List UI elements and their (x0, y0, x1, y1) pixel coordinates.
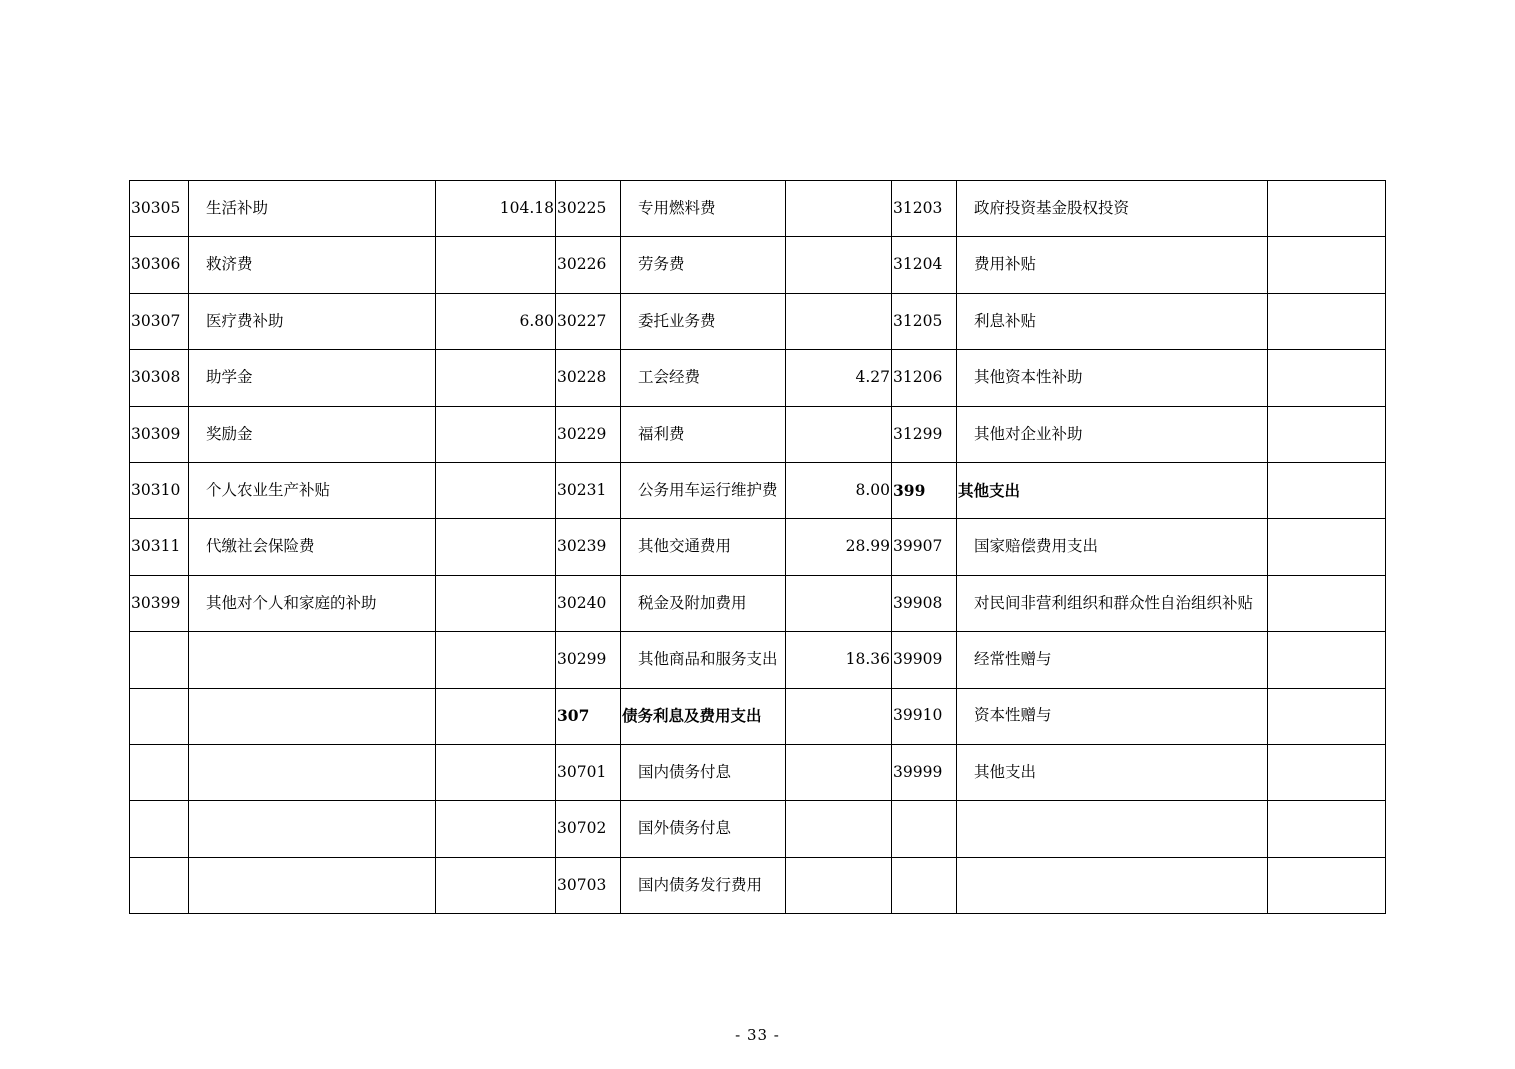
amount-cell (436, 350, 556, 406)
expense-code-cell: 30306 (130, 237, 189, 293)
expense-name-cell: 救济费 (189, 237, 436, 293)
expense-code-cell: 30309 (130, 406, 189, 462)
expense-name-cell: 其他对个人和家庭的补助 (189, 575, 436, 631)
table-row (130, 462, 1386, 518)
expense-code-cell: 39909 (892, 632, 957, 688)
amount-cell (436, 857, 556, 913)
amount-cell (436, 575, 556, 631)
amount-cell (786, 857, 892, 913)
amount-cell: 4.27 (786, 350, 892, 406)
amount-cell (1268, 293, 1386, 349)
table-row (130, 519, 1386, 575)
expense-code-cell: 30310 (130, 462, 189, 518)
expense-code-cell (130, 632, 189, 688)
amount-cell (1268, 406, 1386, 462)
expense-code-cell: 30703 (556, 857, 621, 913)
expense-name-cell (189, 688, 436, 744)
expense-code-cell: 31206 (892, 350, 957, 406)
expense-name-cell (189, 857, 436, 913)
expense-name-cell: 其他对企业补助 (957, 406, 1268, 462)
expense-code-cell (130, 801, 189, 857)
amount-cell (1268, 237, 1386, 293)
expense-code-cell: 30227 (556, 293, 621, 349)
amount-cell: 28.99 (786, 519, 892, 575)
expense-name-cell: 利息补贴 (957, 293, 1268, 349)
amount-cell (1268, 857, 1386, 913)
expense-code-cell: 31203 (892, 181, 957, 237)
expense-name-cell: 对民间非营利组织和群众性自治组织补贴 (957, 575, 1268, 631)
table-row (130, 237, 1386, 293)
amount-cell (1268, 575, 1386, 631)
amount-cell (786, 688, 892, 744)
amount-cell (1268, 744, 1386, 800)
table-row (130, 575, 1386, 631)
amount-cell (786, 237, 892, 293)
table-row (130, 744, 1386, 800)
expense-name-cell: 费用补贴 (957, 237, 1268, 293)
expense-code-cell: 30701 (556, 744, 621, 800)
expense-code-cell (130, 688, 189, 744)
amount-cell (436, 237, 556, 293)
expense-code-cell: 30305 (130, 181, 189, 237)
expense-name-cell: 公务用车运行维护费 (621, 462, 786, 518)
expense-name-cell: 专用燃料费 (621, 181, 786, 237)
table-row (130, 801, 1386, 857)
expense-name-cell: 国家赔偿费用支出 (957, 519, 1268, 575)
expense-code-cell: 30226 (556, 237, 621, 293)
expense-name-cell: 其他交通费用 (621, 519, 786, 575)
expense-code-cell (892, 801, 957, 857)
expense-code-cell: 39908 (892, 575, 957, 631)
table-row (130, 293, 1386, 349)
expense-name-cell (189, 744, 436, 800)
expense-name-cell: 债务利息及费用支出 (621, 688, 786, 744)
amount-cell (786, 801, 892, 857)
expense-name-cell: 国外债务付息 (621, 801, 786, 857)
amount-cell (1268, 519, 1386, 575)
expense-name-cell: 个人农业生产补贴 (189, 462, 436, 518)
amount-cell (436, 519, 556, 575)
expense-code-cell: 30225 (556, 181, 621, 237)
amount-cell (1268, 462, 1386, 518)
expense-name-cell: 其他商品和服务支出 (621, 632, 786, 688)
table-body (130, 181, 1386, 914)
amount-cell (786, 406, 892, 462)
expense-name-cell (189, 801, 436, 857)
expense-code-cell: 30299 (556, 632, 621, 688)
amount-cell (1268, 688, 1386, 744)
expense-code-cell: 31299 (892, 406, 957, 462)
amount-cell (786, 744, 892, 800)
expense-code-cell: 399 (892, 462, 957, 518)
amount-cell (1268, 181, 1386, 237)
amount-cell (436, 632, 556, 688)
expense-name-cell: 经常性赠与 (957, 632, 1268, 688)
amount-cell (1268, 350, 1386, 406)
expense-name-cell: 其他资本性补助 (957, 350, 1268, 406)
expense-code-cell: 30702 (556, 801, 621, 857)
expense-name-cell (957, 857, 1268, 913)
table-row (130, 406, 1386, 462)
budget-table (129, 180, 1386, 914)
expense-code-cell: 30231 (556, 462, 621, 518)
table-row (130, 857, 1386, 913)
expense-code-cell: 30399 (130, 575, 189, 631)
amount-cell (436, 462, 556, 518)
expense-name-cell: 国内债务发行费用 (621, 857, 786, 913)
expense-code-cell: 30308 (130, 350, 189, 406)
expense-name-cell: 生活补助 (189, 181, 436, 237)
expense-code-cell (892, 857, 957, 913)
amount-cell: 18.36 (786, 632, 892, 688)
expense-name-cell: 助学金 (189, 350, 436, 406)
expense-code-cell: 31205 (892, 293, 957, 349)
expense-code-cell (130, 744, 189, 800)
amount-cell (786, 575, 892, 631)
expense-code-cell: 39999 (892, 744, 957, 800)
expense-code-cell: 30239 (556, 519, 621, 575)
amount-cell (786, 293, 892, 349)
expense-name-cell: 政府投资基金股权投资 (957, 181, 1268, 237)
expense-name-cell: 代缴社会保险费 (189, 519, 436, 575)
expense-code-cell (130, 857, 189, 913)
table-row (130, 350, 1386, 406)
amount-cell (1268, 801, 1386, 857)
amount-cell (436, 801, 556, 857)
page-number: - 33 - (735, 1026, 780, 1044)
expense-code-cell: 307 (556, 688, 621, 744)
expense-name-cell: 医疗费补助 (189, 293, 436, 349)
amount-cell: 104.18 (436, 181, 556, 237)
expense-name-cell: 奖励金 (189, 406, 436, 462)
expense-code-cell: 30229 (556, 406, 621, 462)
expense-name-cell: 委托业务费 (621, 293, 786, 349)
expense-name-cell: 其他支出 (957, 462, 1268, 518)
amount-cell (1268, 632, 1386, 688)
amount-cell: 8.00 (786, 462, 892, 518)
expense-code-cell: 39910 (892, 688, 957, 744)
amount-cell (436, 406, 556, 462)
expense-name-cell: 工会经费 (621, 350, 786, 406)
expense-name-cell: 国内债务付息 (621, 744, 786, 800)
expense-name-cell: 其他支出 (957, 744, 1268, 800)
expense-name-cell: 资本性赠与 (957, 688, 1268, 744)
expense-code-cell: 30307 (130, 293, 189, 349)
expense-name-cell: 税金及附加费用 (621, 575, 786, 631)
amount-cell: 6.80 (436, 293, 556, 349)
table-row (130, 688, 1386, 744)
expense-code-cell: 31204 (892, 237, 957, 293)
expense-code-cell: 30311 (130, 519, 189, 575)
expense-name-cell: 福利费 (621, 406, 786, 462)
amount-cell (786, 181, 892, 237)
amount-cell (436, 688, 556, 744)
table-row (130, 632, 1386, 688)
expense-code-cell: 39907 (892, 519, 957, 575)
expense-name-cell (189, 632, 436, 688)
expense-name-cell: 劳务费 (621, 237, 786, 293)
expense-code-cell: 30240 (556, 575, 621, 631)
expense-name-cell (957, 801, 1268, 857)
table-row (130, 181, 1386, 237)
amount-cell (436, 744, 556, 800)
expense-code-cell: 30228 (556, 350, 621, 406)
